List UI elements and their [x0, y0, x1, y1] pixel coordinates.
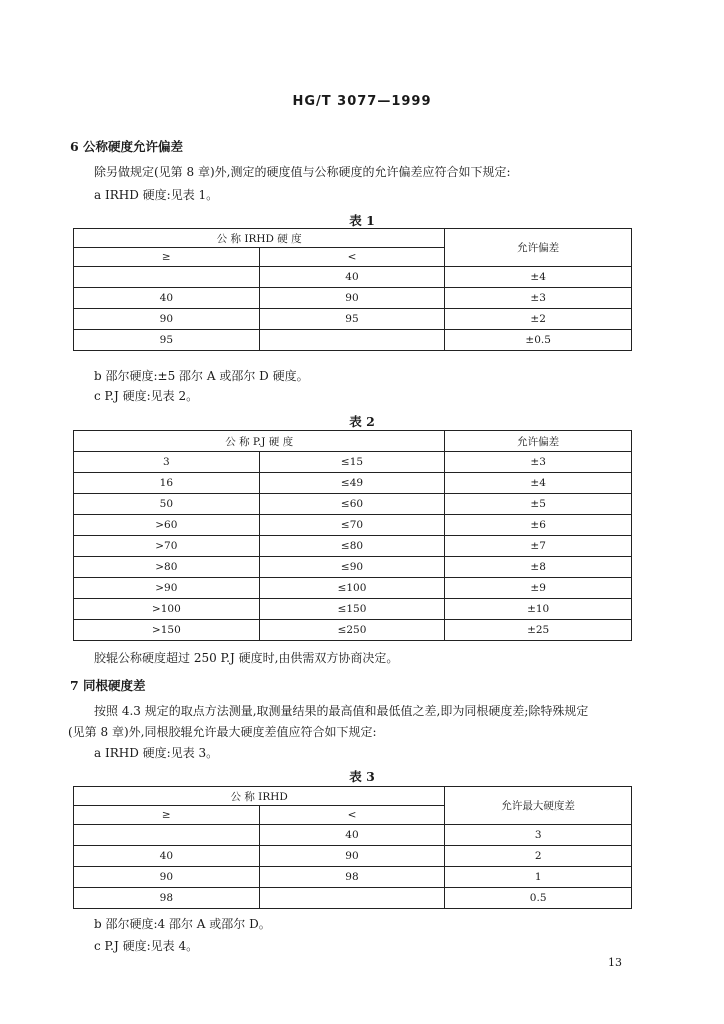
table-cell: ±9: [445, 578, 632, 599]
table-1-tolerance-header: 允许偏差: [445, 229, 632, 267]
table-cell: ≤15: [259, 452, 445, 473]
table-1-caption: 表 1: [349, 213, 375, 228]
table-3-ge-header: ≥: [74, 806, 260, 825]
table-2-group-header: 公 称 P.J 硬 度: [74, 431, 445, 452]
table-cell: ±3: [445, 452, 632, 473]
table-cell: [259, 330, 445, 351]
table-cell: ±10: [445, 599, 632, 620]
table-cell: 3: [74, 452, 260, 473]
table-cell: 98: [259, 867, 445, 888]
section-6-item-c: c P.J 硬度:见表 2。: [94, 389, 199, 403]
table-cell: 1: [445, 867, 632, 888]
table-1-lt-header: <: [259, 248, 445, 267]
table-cell: ±3: [445, 288, 632, 309]
table-row: [74, 494, 632, 515]
table-cell: 40: [259, 825, 445, 846]
table-1: [73, 228, 632, 351]
table-row: [74, 578, 632, 599]
table-cell: 90: [259, 846, 445, 867]
table-cell: 50: [74, 494, 260, 515]
table-cell: ±2: [445, 309, 632, 330]
section-6-item-b: b 邵尔硬度:±5 邵尔 A 或邵尔 D 硬度。: [94, 369, 309, 383]
table-cell: ±6: [445, 515, 632, 536]
table-2: [73, 430, 632, 641]
table-cell: [74, 267, 260, 288]
table-1-ge-header: ≥: [74, 248, 260, 267]
table-row: [74, 267, 632, 288]
table-cell: 90: [74, 867, 260, 888]
table-row: [74, 846, 632, 867]
table-cell: [259, 888, 445, 909]
table-cell: ±4: [445, 473, 632, 494]
table-row: [74, 620, 632, 641]
table-1-group-header: 公 称 IRHD 硬 度: [74, 229, 445, 248]
section-7-intro-line-1: 按照 4.3 规定的取点方法测量,取测量结果的最高值和最低值之差,即为同根硬度差;除特殊规定: [94, 704, 589, 718]
table-cell: ≤60: [259, 494, 445, 515]
table-cell: >100: [74, 599, 260, 620]
table-row: [74, 536, 632, 557]
section-7-intro-line-2: (见第 8 章)外,同根胶辊允许最大硬度差值应符合如下规定:: [68, 725, 377, 739]
table-row: [74, 330, 632, 351]
table-cell: 95: [74, 330, 260, 351]
section-6-title: 6 公称硬度允许偏差: [70, 139, 184, 154]
section-7-item-c: c P.J 硬度:见表 4。: [94, 939, 199, 953]
table-2-tolerance-header: 允许偏差: [445, 431, 632, 452]
section-6-item-a: a IRHD 硬度:见表 1。: [94, 188, 219, 202]
table-row: [74, 888, 632, 909]
table-cell: ±4: [445, 267, 632, 288]
table-cell: 16: [74, 473, 260, 494]
table-cell: 90: [259, 288, 445, 309]
table-row: [74, 515, 632, 536]
table-cell: ≤150: [259, 599, 445, 620]
table-3-tolerance-header: 允许最大硬度差: [445, 787, 632, 825]
table-cell: ≤100: [259, 578, 445, 599]
page-header: HG/T 3077—1999: [292, 94, 432, 109]
table-2-caption: 表 2: [349, 414, 375, 429]
table-row: [74, 599, 632, 620]
table-3-group-header: 公 称 IRHD: [74, 787, 445, 806]
section-6-note: 胶辊公称硬度超过 250 P.J 硬度时,由供需双方协商决定。: [94, 651, 399, 665]
table-row: [74, 452, 632, 473]
table-cell: ≤80: [259, 536, 445, 557]
table-cell: >90: [74, 578, 260, 599]
table-cell: 2: [445, 846, 632, 867]
section-7-item-b: b 邵尔硬度:4 邵尔 A 或邵尔 D。: [94, 917, 271, 931]
table-row: [74, 473, 632, 494]
table-cell: 3: [445, 825, 632, 846]
table-row: [74, 825, 632, 846]
table-3-lt-header: <: [259, 806, 445, 825]
table-row: [74, 288, 632, 309]
section-7-item-a: a IRHD 硬度:见表 3。: [94, 746, 219, 760]
table-row: [74, 867, 632, 888]
table-cell: 98: [74, 888, 260, 909]
table-cell: >70: [74, 536, 260, 557]
table-3: [73, 786, 632, 909]
page-number: 13: [608, 956, 622, 969]
table-cell: ≤250: [259, 620, 445, 641]
table-cell: >60: [74, 515, 260, 536]
table-cell: 0.5: [445, 888, 632, 909]
table-cell: ±0.5: [445, 330, 632, 351]
section-6-intro: 除另做规定(见第 8 章)外,测定的硬度值与公称硬度的允许偏差应符合如下规定:: [94, 165, 511, 179]
table-cell: 40: [74, 288, 260, 309]
table-cell: ±25: [445, 620, 632, 641]
table-cell: >150: [74, 620, 260, 641]
section-7-title: 7 同根硬度差: [70, 678, 146, 693]
table-cell: ≤70: [259, 515, 445, 536]
table-row: [74, 557, 632, 578]
table-row: [74, 309, 632, 330]
table-cell: [74, 825, 260, 846]
table-3-caption: 表 3: [349, 769, 375, 784]
table-cell: 90: [74, 309, 260, 330]
table-cell: 95: [259, 309, 445, 330]
table-cell: >80: [74, 557, 260, 578]
table-cell: 40: [259, 267, 445, 288]
table-cell: ≤49: [259, 473, 445, 494]
table-cell: ±8: [445, 557, 632, 578]
table-cell: 40: [74, 846, 260, 867]
table-cell: ≤90: [259, 557, 445, 578]
table-cell: ±5: [445, 494, 632, 515]
table-cell: ±7: [445, 536, 632, 557]
